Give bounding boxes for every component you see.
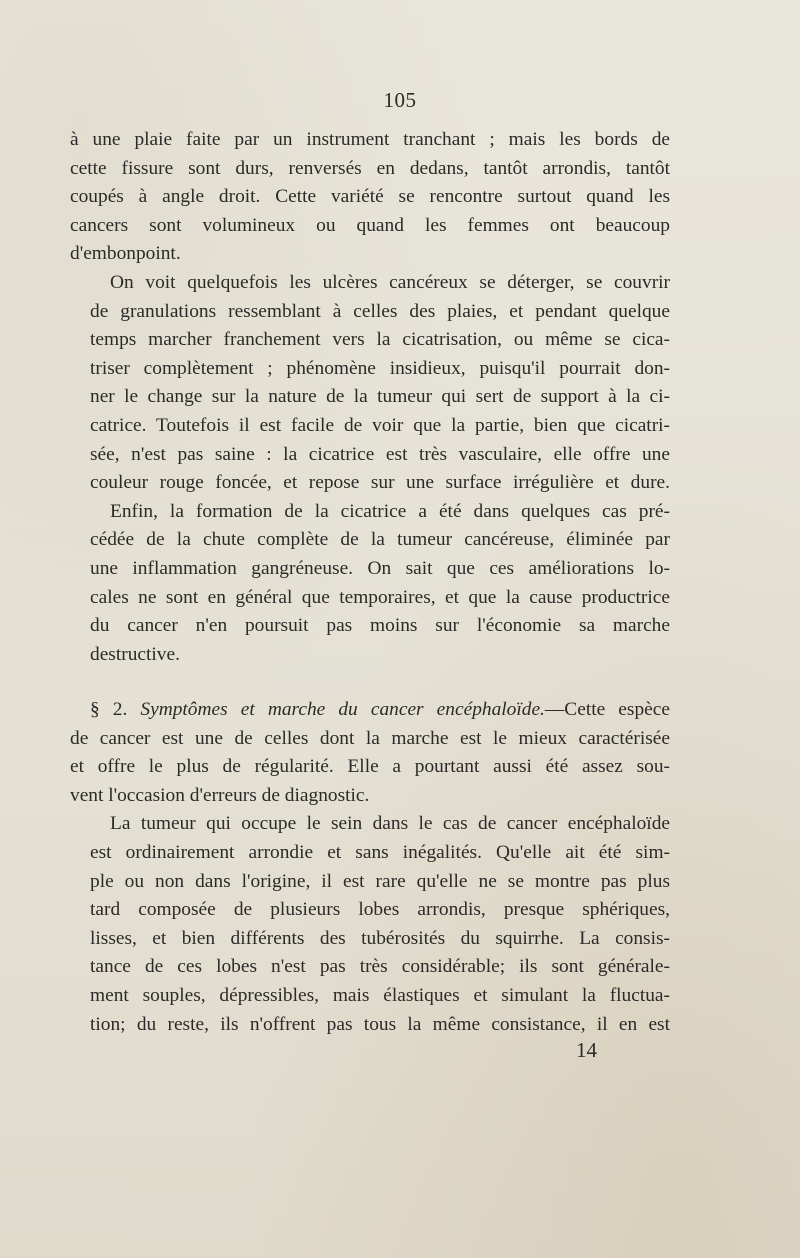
text-line: cales ne sont en général que temporaires, et que la cause productrice	[90, 586, 670, 608]
text-line: à une plaie faite par un instrument tranchant ; mais les bords de	[70, 129, 670, 150]
paragraph-3	[70, 498, 670, 670]
paragraph-1	[70, 126, 670, 269]
text-line: temps marcher franchement vers la cicatrisation, ou même se cica-	[90, 329, 670, 351]
text-block-top	[70, 126, 670, 669]
text-line: est ordinairement arrondie et sans inégalités. Qu'elle ait été sim-	[90, 841, 670, 863]
text-line: et offre le plus de régularité. Elle a pourtant aussi été assez sou-	[70, 756, 670, 778]
text-line: de granulations ressemblant à celles des plaies, et pendant quelque	[90, 300, 670, 322]
text-line: cédée de la chute complète de la tumeur cancéreuse, éliminée par	[90, 529, 670, 551]
text-line: ment souples, dépressibles, mais élastiques et simulant la fluctua-	[90, 984, 670, 1006]
section-number: § 2.	[90, 699, 128, 720]
text-line: lisses, et bien différents des tubérosités du squirrhe. La consis-	[90, 927, 670, 949]
text-line: vent l'occasion d'erreurs de diagnostic.	[70, 784, 370, 806]
text-line: tion; du reste, ils n'offrent pas tous la même consistance, il en est	[90, 1013, 670, 1035]
section-title: Symptômes et marche du cancer encéphaloïde.	[140, 699, 545, 720]
paragraph-2	[70, 269, 670, 498]
text-line: Enfin, la formation de la cicatrice a été dans quelques cas pré-	[110, 500, 670, 522]
text-line: de cancer est une de celles dont la marche est le mieux caractérisée	[70, 727, 670, 749]
text-line: couleur rouge foncée, et repose sur une surface irrégulière et dure.	[90, 472, 670, 494]
text-line: ple ou non dans l'origine, il est rare qu'elle ne se montre pas plus	[90, 870, 670, 892]
text-line: coupés à angle droit. Cette variété se rencontre surtout quand les	[70, 186, 670, 208]
text-line: tard composée de plusieurs lobes arrondis, presque sphériques,	[90, 899, 670, 921]
text-line: cette fissure sont durs, renversés en dedans, tantôt arrondis, tantôt	[70, 157, 670, 179]
paragraph-4	[70, 810, 670, 1039]
text-line: triser complètement ; phénomène insidieux, puisqu'il pourrait don-	[90, 357, 670, 379]
section-first-line-text: —Cette espèce	[544, 699, 670, 720]
section-paragraph	[70, 696, 670, 810]
text-line: catrice. Toutefois il est facile de voir que la partie, bien que cicatri-	[90, 414, 670, 436]
text-line: On voit quelquefois les ulcères cancéreux se déterger, se couvrir	[110, 271, 670, 293]
section-heading-line	[70, 696, 670, 725]
text-line: La tumeur qui occupe le sein dans le cas de cancer encéphaloïde	[110, 813, 670, 835]
text-line: sée, n'est pas saine : la cicatrice est très vasculaire, elle offre une	[90, 443, 670, 465]
text-line: ner le change sur la nature de la tumeur qui sert de support à la ci-	[90, 386, 670, 408]
text-block-section	[70, 696, 670, 1039]
page-number: 105	[383, 88, 417, 112]
text-line: du cancer n'en poursuit pas moins sur l'économie sa marche	[90, 615, 670, 637]
text-line: une inflammation gangréneuse. On sait que ces améliorations lo-	[90, 557, 670, 579]
signature-mark: 14	[576, 1038, 597, 1062]
text-line: d'embonpoint.	[70, 243, 181, 265]
text-line: cancers sont volumineux ou quand les femmes ont beaucoup	[70, 214, 670, 236]
text-line: tance de ces lobes n'est pas très considérable; ils sont générale-	[90, 956, 670, 978]
text-line: destructive.	[90, 643, 180, 665]
